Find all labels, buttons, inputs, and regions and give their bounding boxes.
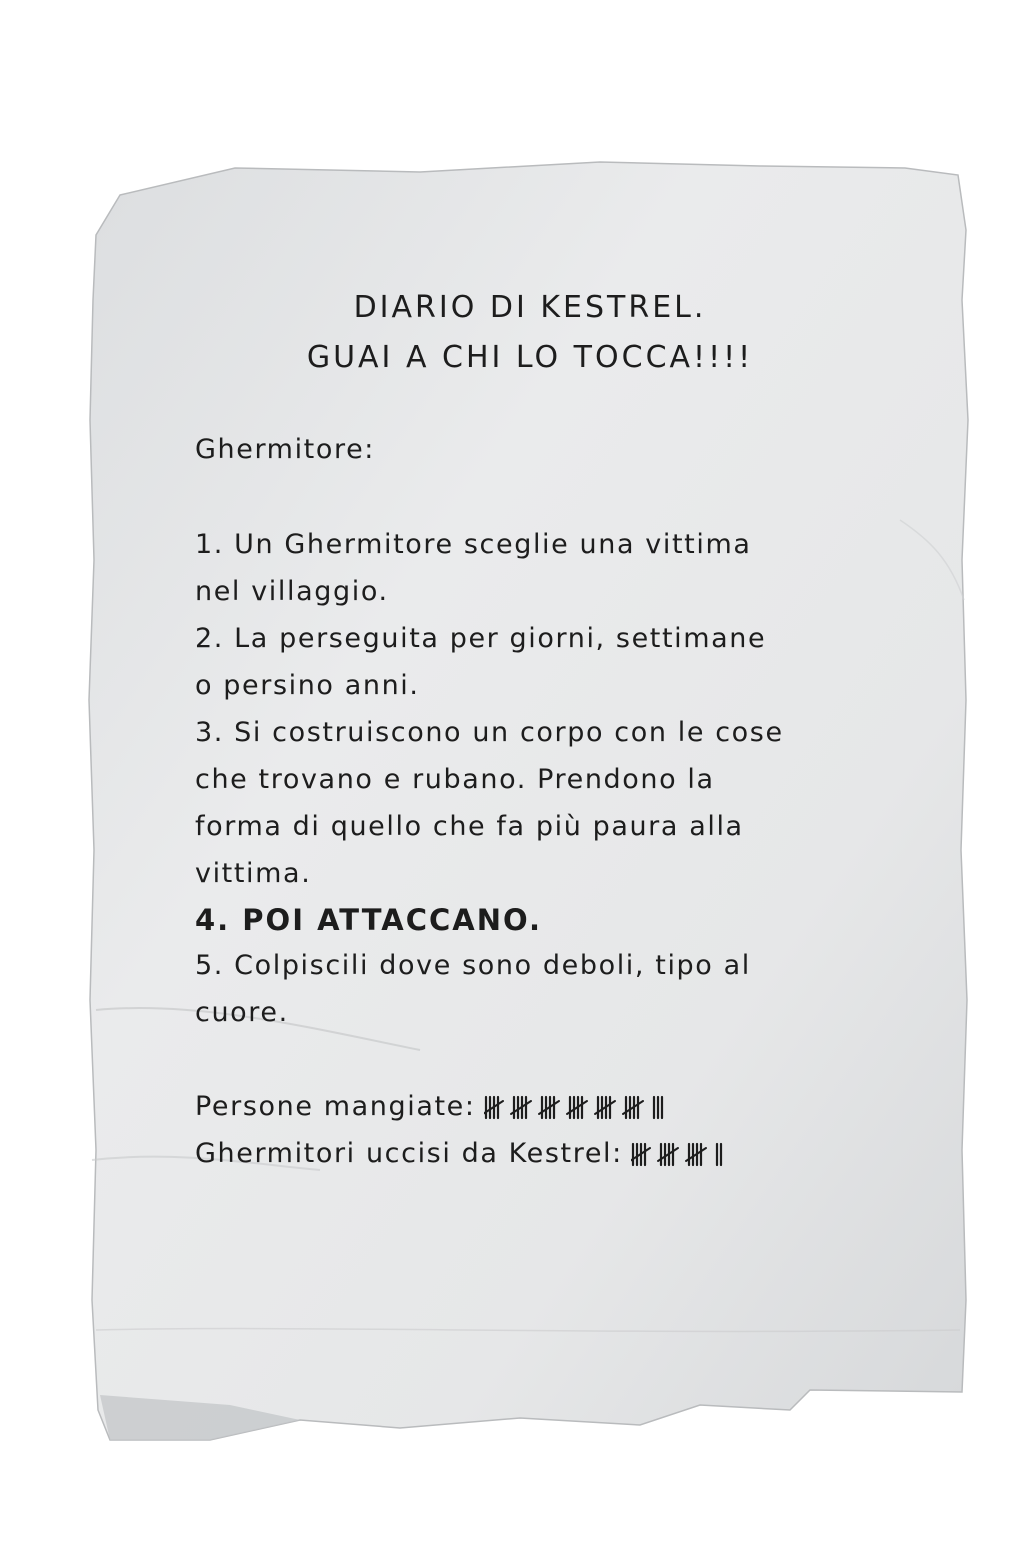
tally-svg xyxy=(484,1094,670,1122)
tally-label-eaten: Persone mangiate: xyxy=(195,1091,476,1122)
item-2-line-1: 2. La perseguita per giorni, settimane xyxy=(195,623,767,654)
tally-svg xyxy=(631,1141,729,1169)
tally-label-killed: Ghermitori uccisi da Kestrel: xyxy=(195,1138,623,1169)
tally-marks-killed xyxy=(631,1141,729,1169)
item-3-line-4: vittima. xyxy=(195,858,312,889)
item-1-line-1: 1. Un Ghermitore sceglie una vittima xyxy=(195,529,752,560)
item-3-line-3: forma di quello che fa più paura alla xyxy=(195,811,744,842)
item-4-line-1: 4. POI ATTACCANO. xyxy=(195,903,543,937)
section-heading: Ghermitore: xyxy=(195,434,375,465)
item-2-line-2: o persino anni. xyxy=(195,670,420,701)
item-3-line-1: 3. Si costruiscono un corpo con le cose xyxy=(195,717,784,748)
tally-row-eaten xyxy=(195,1087,670,1127)
tally-marks-eaten xyxy=(484,1094,670,1122)
item-5-line-1: 5. Colpiscili dove sono deboli, tipo al xyxy=(195,950,751,981)
item-5-line-2: cuore. xyxy=(195,997,289,1028)
diary-title-line1: DIARIO DI KESTREL. xyxy=(353,290,707,325)
item-1-line-2: nel villaggio. xyxy=(195,576,389,607)
item-3-line-2: che trovano e rubano. Prendono la xyxy=(195,764,715,795)
diary-title-line2: GUAI A CHI LO TOCCA!!!! xyxy=(306,340,754,375)
tally-row-killed xyxy=(195,1134,729,1174)
